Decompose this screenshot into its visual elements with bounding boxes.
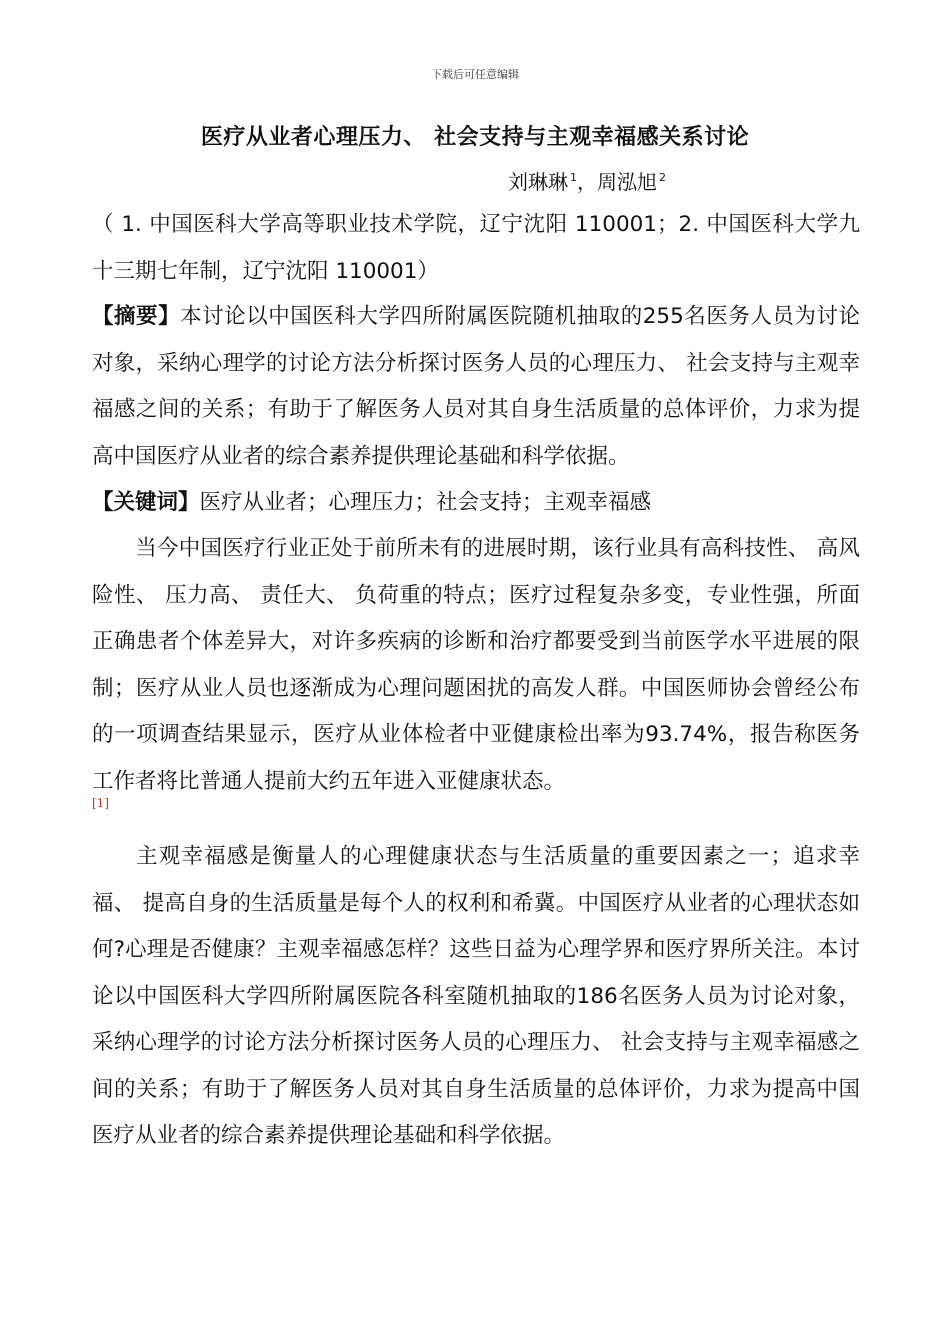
- body-paragraph-1: [92, 526, 860, 805]
- author-1: 刘琳琳: [508, 170, 568, 194]
- author-2: 周泓旭: [597, 170, 657, 194]
- paragraph-2-text: 主观幸福感是衡量人的心理健康状态与生活质量的重要因素之一；追求幸福、 提高自身的生活质量是每个人的权利和希冀。中国医疗从业者的心理状态如何?心理是否健康？主观幸福感怎样？这些日益为心理学界和医疗界所关注。本讨论以中国医科大学四所附属医院各科室随机抽取的186名医务人员为讨论对象，采纳心理学的讨论方法分析探讨医务人员的心理压力、 社会支持与主观幸福感之间的关系；有助于了解医务人员对其自身生活质量的总体评价，力求为提高中国医疗从业者的综合素养提供理论基础和科学依据。: [92, 844, 860, 1148]
- abstract-text: 本讨论以中国医科大学四所附属医院随机抽取的255名医务人员为讨论对象，采纳心理学的讨论方法分析探讨医务人员的心理压力、 社会支持与主观幸福感之间的关系；有助于了解医务人员对其自身生活质量的总体评价，力求为提高中国医疗从业者的综合素养提供理论基础和科学依据。: [92, 304, 860, 469]
- author-1-affiliation-mark: 1: [570, 171, 577, 185]
- authors-line: [508, 166, 666, 195]
- reference-mark[interactable]: [1]: [92, 796, 109, 810]
- abstract: [92, 294, 860, 480]
- keywords-text: 医疗从业者；心理压力；社会支持；主观幸福感: [199, 490, 652, 515]
- header-note: 下载后可任意编辑: [431, 68, 519, 81]
- paragraph-1-text: 当今中国医疗行业正处于前所未有的进展时期，该行业具有高科技性、 高风险性、 压力高、 责任大、 负荷重的特点；医疗过程复杂多变，专业性强，所面正确患者个体差异大，对许多疾病的诊断和治疗都要受到当前医学水平进展的限制；医疗从业人员也逐渐成为心理问题困扰的高发人群。中国医师协会曾经公布的一项调查结果显示，医疗从业体检者中亚健康检出率为93.74%，报告称医务工作者将比普通人提前大约五年进入亚健康状态。: [92, 536, 860, 794]
- keywords-label: 【关键词】: [92, 490, 200, 515]
- body-paragraph-2: [92, 834, 860, 1160]
- author-2-affiliation-mark: 2: [659, 171, 666, 185]
- abstract-label: 【摘要】: [92, 304, 181, 329]
- keywords: [92, 480, 860, 527]
- affiliation: （ 1. 中国医科大学高等职业技术学院，辽宁沈阳 110001；2. 中国医科大学九十三期七年制，辽宁沈阳 110001）: [92, 212, 860, 284]
- author-separator: ，: [577, 170, 597, 194]
- page-title: 医疗从业者心理压力、 社会支持与主观幸福感关系讨论: [200, 125, 750, 150]
